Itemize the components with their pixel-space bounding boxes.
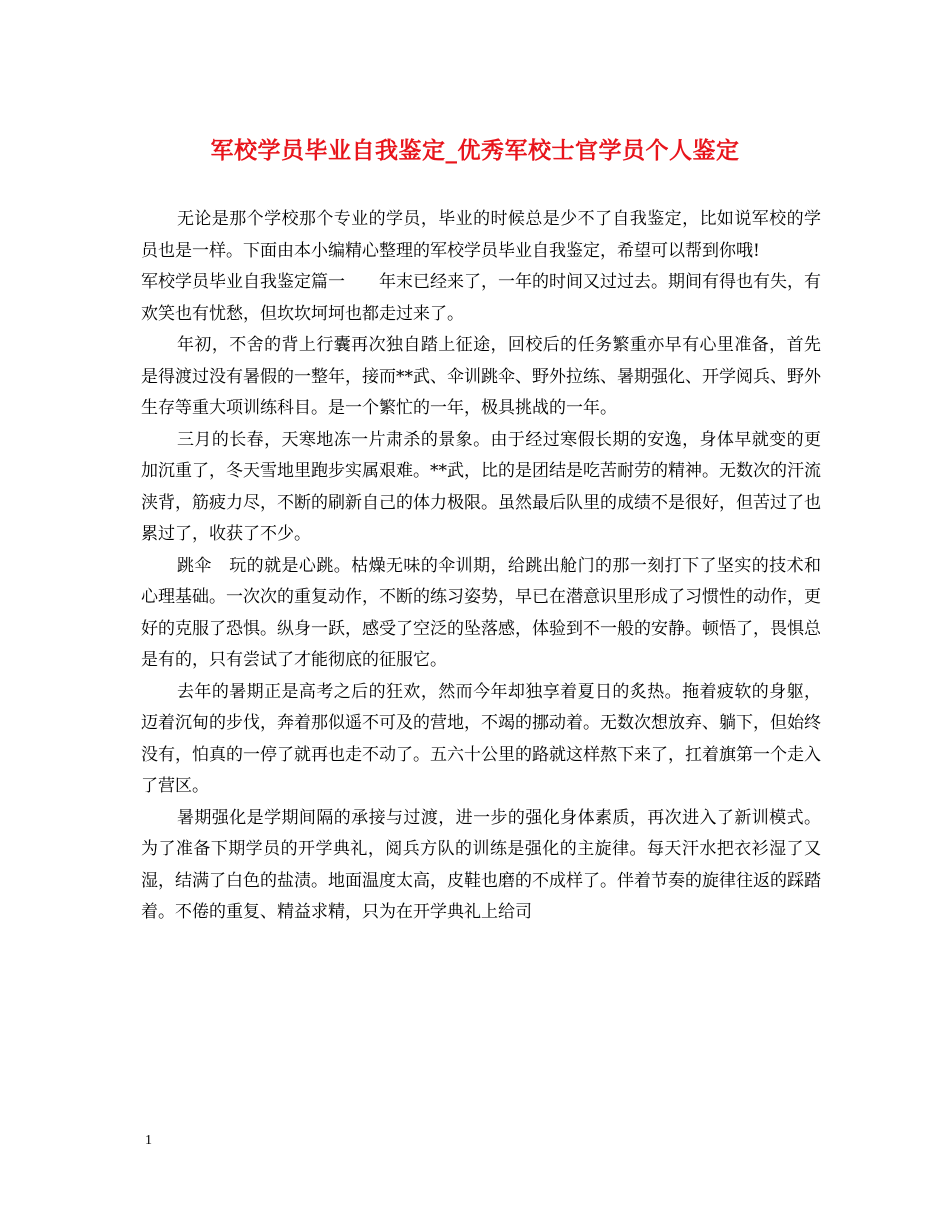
- paragraph-section-heading: 军校学员毕业自我鉴定篇一 年末已经来了，一年的时间又过过去。期间有得也有失，有欢笑也有忧愁，但坎坎坷坷也都走过来了。: [141, 272, 821, 324]
- paragraph-parachute: 跳伞 玩的就是心跳。枯燥无味的伞训期，给跳出舱门的那一刻打下了坚实的技术和心理基础。一次次的重复动作，不断的练习姿势，早已在潜意识里形成了习惯性的动作，更好的克服了恐惧。纵身一跃，感受了空泛的坠落感，体验到不一般的安静。顿悟了，畏惧总是有的，只有尝试了才能彻底的征服它。: [141, 555, 821, 670]
- page-number: 1: [145, 1133, 152, 1148]
- paragraph-beginning-of-year: 年初，不舍的背上行囊再次独自踏上征途，回校后的任务繁重亦早有心里准备，首先是得渡过没有暑假的一整年，接而**武、伞训跳伞、野外拉练、暑期强化、开学阅兵、野外生存等重大项训练科目。是一个繁忙的一年，极具挑战的一年。: [141, 335, 821, 418]
- paragraph-intro: 无论是那个学校那个专业的学员，毕业的时候总是少不了自我鉴定，比如说军校的学员也是一样。下面由本小编精心整理的军校学员毕业自我鉴定，希望可以帮到你哦!: [141, 209, 821, 261]
- paragraph-summer-training: 暑期强化是学期间隔的承接与过渡，进一步的强化身体素质，再次进入了新训模式。为了准备下期学员的开学典礼，阅兵方队的训练是强化的主旋律。每天汗水把衣衫湿了又湿，结满了白色的盐渍。地面温度太高，皮鞋也磨的不成样了。伴着节奏的旋律往返的踩踏着。不倦的重复、精益求精，只为在开学典礼上给司: [141, 807, 821, 922]
- document-title: 军校学员毕业自我鉴定_优秀军校士官学员个人鉴定: [210, 137, 740, 164]
- paragraph-march-changchun: 三月的长春，天寒地冻一片肃杀的景象。由于经过寒假长期的安逸，身体早就变的更加沉重了，冬天雪地里跑步实属艰难。**武，比的是团结是吃苦耐劳的精神。无数次的汗流浃背，筋疲力尽，不断的刷新自己的体力极限。虽然最后队里的成绩不是很好，但苦过了也累过了，收获了不少。: [141, 429, 821, 544]
- paragraph-summer-march: 去年的暑期正是高考之后的狂欢，然而今年却独享着夏日的炙热。拖着疲软的身躯，迈着沉甸的步伐，奔着那似遥不可及的营地，不竭的挪动着。无数次想放弃、躺下，但始终没有，怕真的一停了就再也走不动了。五六十公里的路就这样熬下来了，扛着旗第一个走入了营区。: [141, 681, 821, 796]
- document-body: [141, 204, 821, 929]
